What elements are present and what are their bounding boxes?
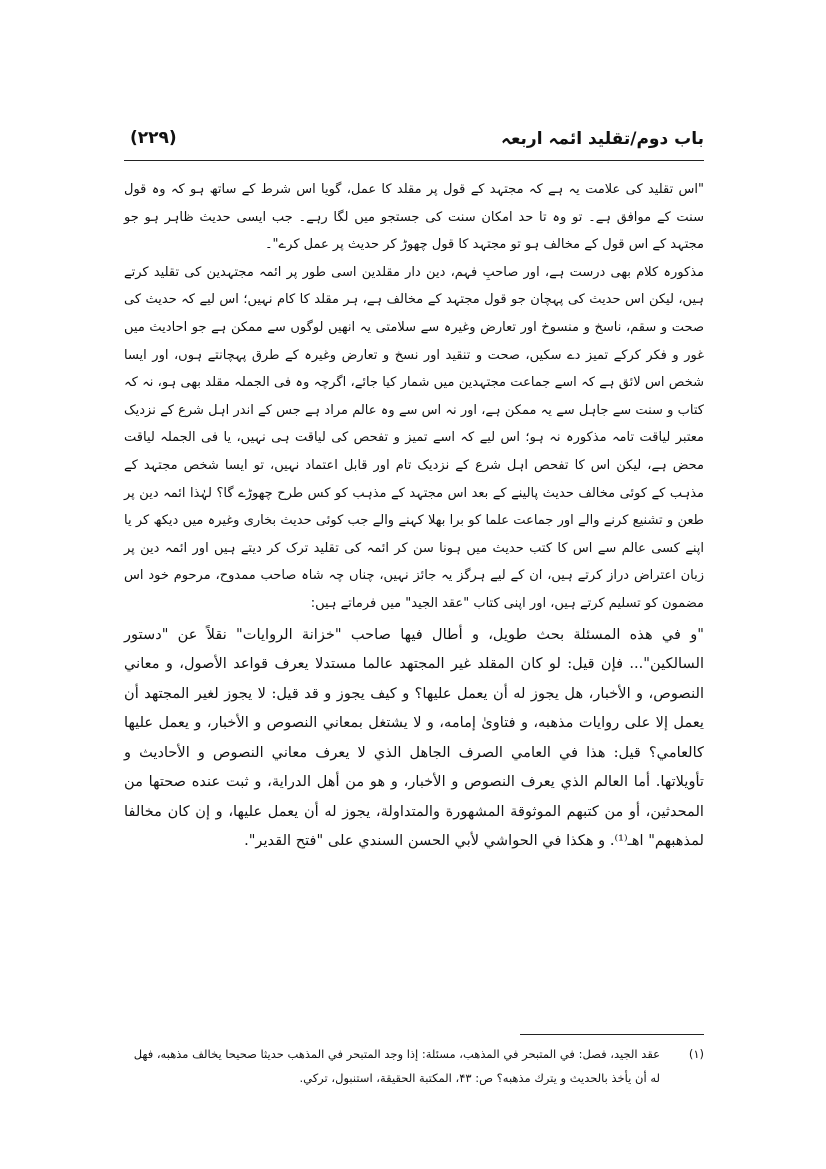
urdu-discussion-paragraph: مذکورہ کلام بھی درست ہے، اور صاحبِ فہم، دین دار مقلدین اسی طور پر ائمہ مجتہدین کی تقلید کرتے ہیں، لیکن اس حدیث کی پہچان جو قول مجتہد کے مخالف ہے، ہر مقلد کا کام نہیں؛ اس لیے کہ حدیث کی صحت و سقم، ناسخ و منسوخ اور تعارض وغیرہ سے سلامتی یہ انھیں لوگوں سے ممکن ہے جو احادیث میں غور و فکر کرکے تمیز دے سکیں، صحت و تنقید اور نسخ و تعارض وغیرہ کے طرق پہچانتے ہوں، اور ایسا شخص اس لائق ہے کہ اسے جماعت مجتہدین میں شمار کیا جائے، اگرچہ وہ فی الجملہ مقلد بھی ہو، نہ کہ کتاب و سنت سے جاہل سے یہ ممکن ہے، اور نہ اس سے وہ عالم مراد ہے جس کے اندر اہل شرع کے نزدیک معتبر لیاقت تامہ مذکورہ نہ ہو؛ اس لیے کہ اسے تمیز و تفحص کی لیاقت ہی نہیں، یا فی الجملہ لیاقت محض ہے، لیکن اس کا تفحص اہل شرع کے نزدیک تام اور قابل اعتماد نہیں، تو ایسا شخص مجتہد کے مذہب کے کوئی مخالف حدیث پالینے کے بعد اس مجتہد کے مذہب کو کس طرح چھوڑے گا؟ لہٰذا ائمہ دین پر طعن و تشنیع کرنے والے اور جماعت علما کو برا بھلا کہنے والے جب کوئی حدیث بخاری وغیرہ میں دیکھ کر یا اپنے کسی عالم سے اس کا کتب حدیث میں ہونا سن کر ائمہ کی تقلید ترک کر دیتے ہیں اور ائمہ دین پر زبان اعتراض دراز کرتے ہیں، ان کے لیے ہرگز یہ جائز نہیں، چناں چہ شاہ صاحب ممدوح، مرحوم خود اس مضمون کو تسلیم کرتے ہیں، اور اپنی کتاب "عقد الجید" میں فرماتے ہیں: <box>124 264 704 611</box>
page-body <box>124 176 704 856</box>
urdu-quote-paragraph: "اس تقلید کی علامت یہ ہے کہ مجتہد کے قول پر مقلد کا عمل، گویا اس شرط کے ساتھ ہو کہ وہ قول سنت کے موافق ہے۔ تو وہ تا حد امکان سنت کی جستجو میں لگا رہے۔ جب ایسی حدیث ظاہر ہو جو مجتہد کے اس قول کے مخالف ہو تو مجتہد کا قول چھوڑ کر حدیث پر عمل کرے"۔ <box>124 182 704 253</box>
chapter-title: باب دوم/تقلید ائمہ اربعہ <box>500 129 704 149</box>
arabic-quotation: "و في هذه المسئلة بحث طويل، و أطال فيها صاحب "خزانة الروايات" نقلاً عن "دستور السالكين"... فإن قيل: لو كان المقلد غير المجتهد عالما مستدلا يعرف قواعد الأصول، و معاني النصوص، و الأخبار، هل يجوز له أن يعمل عليها؟ و كيف يجوز و قد قيل: لا يجوز لغير المجتهد أن يعمل إلا على روايات مذهبه، و فتاوىٰ إمامه، و لا يشتغل بمعاني النصوص و الأخبار، و يعمل عليها كالعامي؟ قيل: هذا في العامي الصرف الجاهل الذي لا يعرف معاني النصوص و الأحاديث و تأويلاتها. أما العالم الذي يعرف النصوص و الأخبار، و هو من أهل الدراية، و ثبت عنده صحتها من المحدثين، أو من كتبهم الموثوقة المشهورة والمتداولة، يجوز له أن يعمل عليها، و إن كان مخالفا لمذهبهم" اهـ⁽¹⁾. و هكذا في الحواشي لأبي الحسن السندي على "فتح القدير". <box>124 625 704 849</box>
page-number: (۲۲۹) <box>130 128 177 148</box>
footnote-marker: (۱) <box>688 1047 704 1061</box>
footnote <box>124 1042 704 1090</box>
footnote-divider <box>520 1034 704 1035</box>
footnote-text: عقد الجيد، فصل: في المتبحر في المذهب، مسئلة: إذا وجد المتبحر في المذهب حديثا صحيحا يخالف مذهبه، فهل له أن يأخذ بالحديث و يترك مذهبه؟ ص: ۴۳، المكتبة الحقيقة، استنبول، تركي. <box>133 1047 660 1085</box>
page-header <box>124 124 704 161</box>
